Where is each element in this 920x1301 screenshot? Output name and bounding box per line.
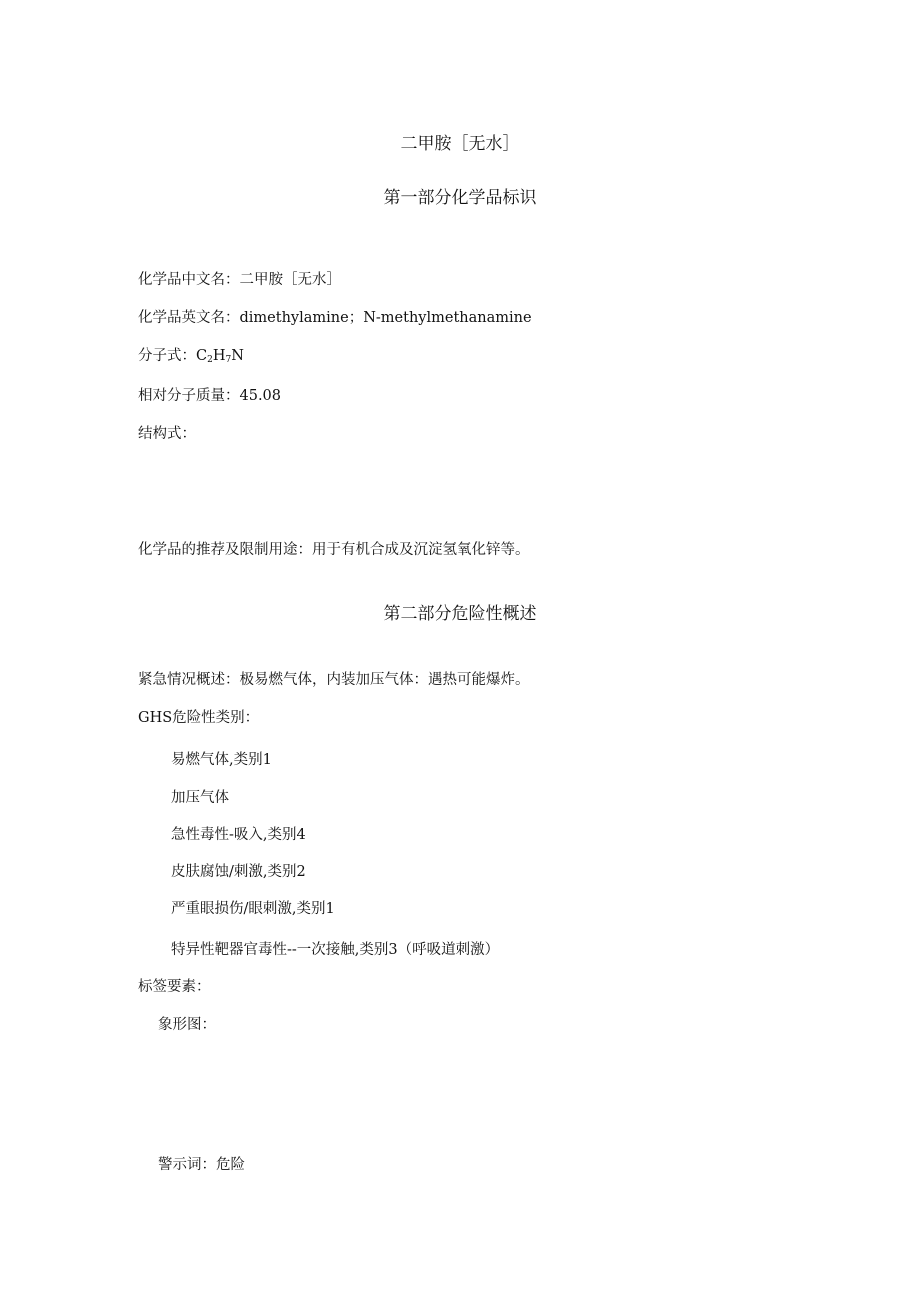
section-2-heading: 第二部分危险性概述 [383,604,537,624]
structure-formula-line: 结构式： [138,426,196,442]
ghs-item: 严重眼损伤/眼刺激,类别1 [171,901,335,917]
molecular-mass-line: 相对分子质量：45.08 [138,388,282,404]
signal-word-line: 警示词：危险 [158,1157,245,1173]
label-elements-line: 标签要素： [138,979,211,995]
ghs-item: 特异性靶器官毒性--一次接触,类别3（呼吸道刺激） [171,942,500,958]
ghs-item: 加压气体 [171,790,229,806]
molecular-formula-line [138,346,244,366]
ghs-item: 皮肤腐蚀/刺激,类别2 [171,864,306,880]
emergency-overview-line: 紧急情况概述：极易燃气体，内装加压气体：遇热可能爆炸。 [138,672,530,688]
usage-line: 化学品的推荐及限制用途：用于有机合成及沉淀氢氧化锌等。 [138,542,530,558]
formula-carbon-count: 2 [207,355,213,365]
formula-label: 分子式： [138,348,196,364]
ghs-item: 急性毒性-吸入,类别4 [171,827,306,843]
ghs-category-label: GHS危险性类别： [138,710,260,726]
formula-nitrogen: N [231,348,244,364]
document-title: 二甲胺［无水］ [400,134,520,154]
chinese-name-line: 化学品中文名：二甲胺［无水］ [138,272,341,288]
section-1-heading: 第一部分化学品标识 [383,188,537,208]
formula-carbon: C [196,348,208,364]
english-name-line: 化学品英文名：dimethylamine；N-methylmethanamine [138,310,532,326]
formula-hydrogen: H [212,348,226,364]
formula-hydrogen-count: 7 [225,355,232,365]
ghs-item: 易燃气体,类别1 [171,752,272,768]
pictogram-line: 象形图： [158,1017,216,1033]
